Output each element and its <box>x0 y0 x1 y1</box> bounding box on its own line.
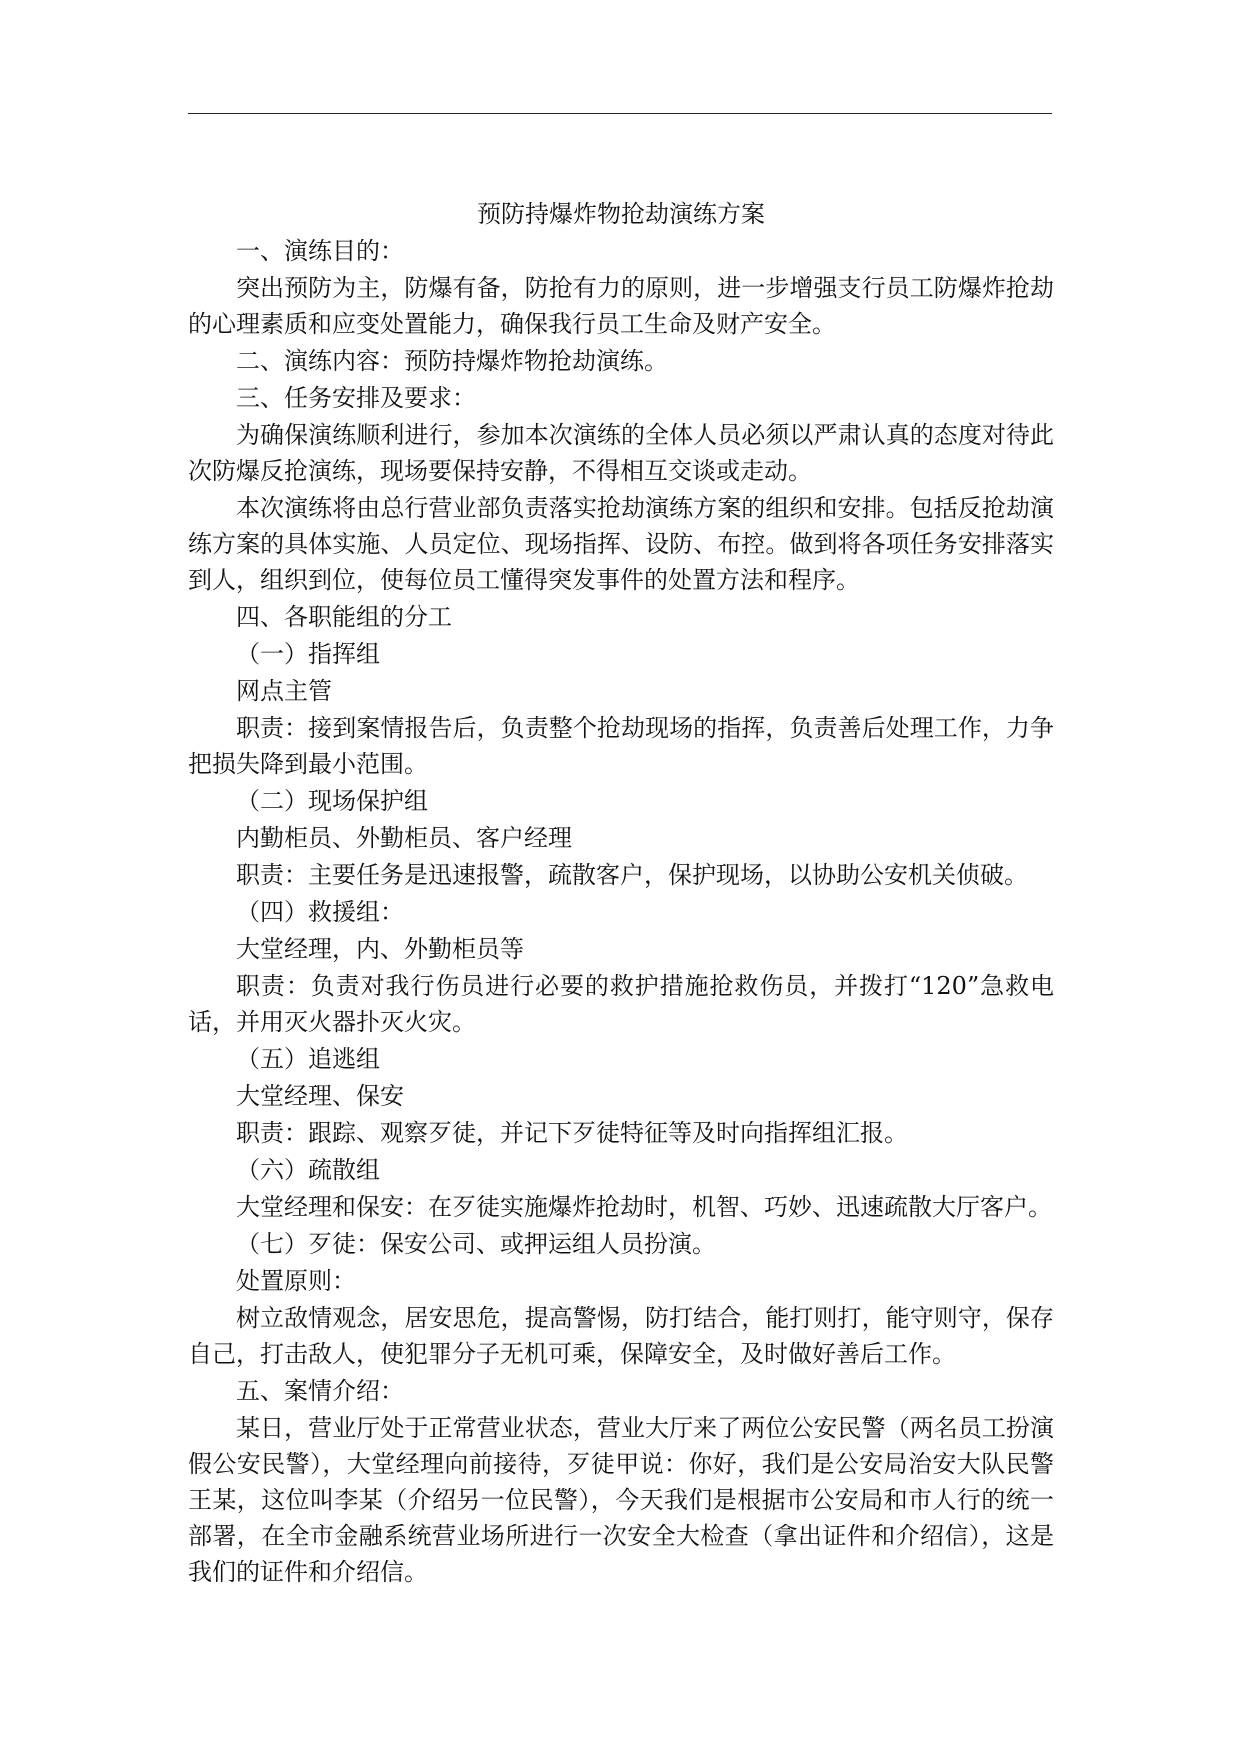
subheading-evacuation-group: （六）疏散组 <box>236 1156 380 1184</box>
pursuit-group-members: 大堂经理、保安 <box>236 1082 404 1110</box>
subheading-command-group: （一）指挥组 <box>236 640 380 668</box>
section-heading-tasks: 三、任务安排及要求： <box>236 384 476 412</box>
subheading-rescue-group: （四）救援组： <box>236 898 404 926</box>
handling-principles-text: 树立敌情观念，居安思危，提高警惕，防打结合，能打则打，能守则守，保存自己，打击敌人，使犯罪分子无机可乘，保障安全，及时做好善后工作。 <box>188 1304 1054 1368</box>
subheading-pursuit-group: （五）追逃组 <box>236 1045 380 1073</box>
header-rule <box>188 113 1052 114</box>
command-group-duties: 职责：接到案情报告后，负责整个抢劫现场的指挥，负责善后处理工作，力争把损失降到最小范围。 <box>188 714 1054 778</box>
command-group-members: 网点主管 <box>236 677 332 705</box>
pursuit-group-duties: 职责：跟踪、观察歹徒，并记下歹徒特征等及时向指挥组汇报。 <box>236 1119 908 1147</box>
rescue-group-duties: 职责：负责对我行伤员进行必要的救护措施抢救伤员，并拨打“120”急救电话，并用灭火器扑灭火灾。 <box>188 972 1054 1036</box>
section-heading-case: 五、案情介绍： <box>236 1377 404 1405</box>
subheading-scene-protection-group: （二）现场保护组 <box>236 787 428 815</box>
subheading-handling-principles: 处置原则： <box>236 1267 356 1295</box>
evacuation-group-duties: 大堂经理和保安：在歹徒实施爆炸抢劫时，机智、巧妙、迅速疏散大厅客户。 <box>236 1193 1052 1221</box>
section-heading-division: 四、各职能组的分工 <box>236 603 452 631</box>
case-description: 某日，营业厅处于正常营业状态，营业大厅来了两位公安民警（两名员工扮演假公安民警），大堂经理向前接待，歹徒甲说：你好，我们是公安局治安大队民警王某，这位叫李某（介绍另一位民警），今天我们是根据市公安局和市人行的统一部署，在全市金融系统营业场所进行一次安全大检查（拿出证件和介绍信），这是我们的证件和介绍信。 <box>188 1414 1054 1586</box>
rescue-group-members: 大堂经理，内、外勤柜员等 <box>236 935 524 963</box>
document-body <box>188 196 1054 1591</box>
paragraph-tasks-2: 本次演练将由总行营业部负责落实抢劫演练方案的组织和安排。包括反抢劫演练方案的具体实施、人员定位、现场指挥、设防、布控。做到将各项任务安排落实到人，组织到位，使每位员工懂得突发事件的处置方法和程序。 <box>188 494 1054 594</box>
paragraph-purpose: 突出预防为主，防爆有备，防抢有力的原则，进一步增强支行员工防爆炸抢劫的心理素质和应变处置能力，确保我行员工生命及财产安全。 <box>188 274 1054 338</box>
scene-protection-duties: 职责：主要任务是迅速报警，疏散客户，保护现场，以协助公安机关侦破。 <box>236 861 1028 889</box>
scene-protection-members: 内勤柜员、外勤柜员、客户经理 <box>236 824 572 852</box>
subheading-robbers: （七）歹徒：保安公司、或押运组人员扮演。 <box>236 1230 716 1258</box>
paragraph-tasks-1: 为确保演练顺利进行，参加本次演练的全体人员必须以严肃认真的态度对待此次防爆反抢演练，现场要保持安静，不得相互交谈或走动。 <box>188 421 1054 485</box>
section-heading-purpose: 一、演练目的： <box>236 237 404 265</box>
section-heading-content: 二、演练内容：预防持爆炸物抢劫演练。 <box>236 347 668 375</box>
document-title: 预防持爆炸物抢劫演练方案 <box>477 200 765 228</box>
